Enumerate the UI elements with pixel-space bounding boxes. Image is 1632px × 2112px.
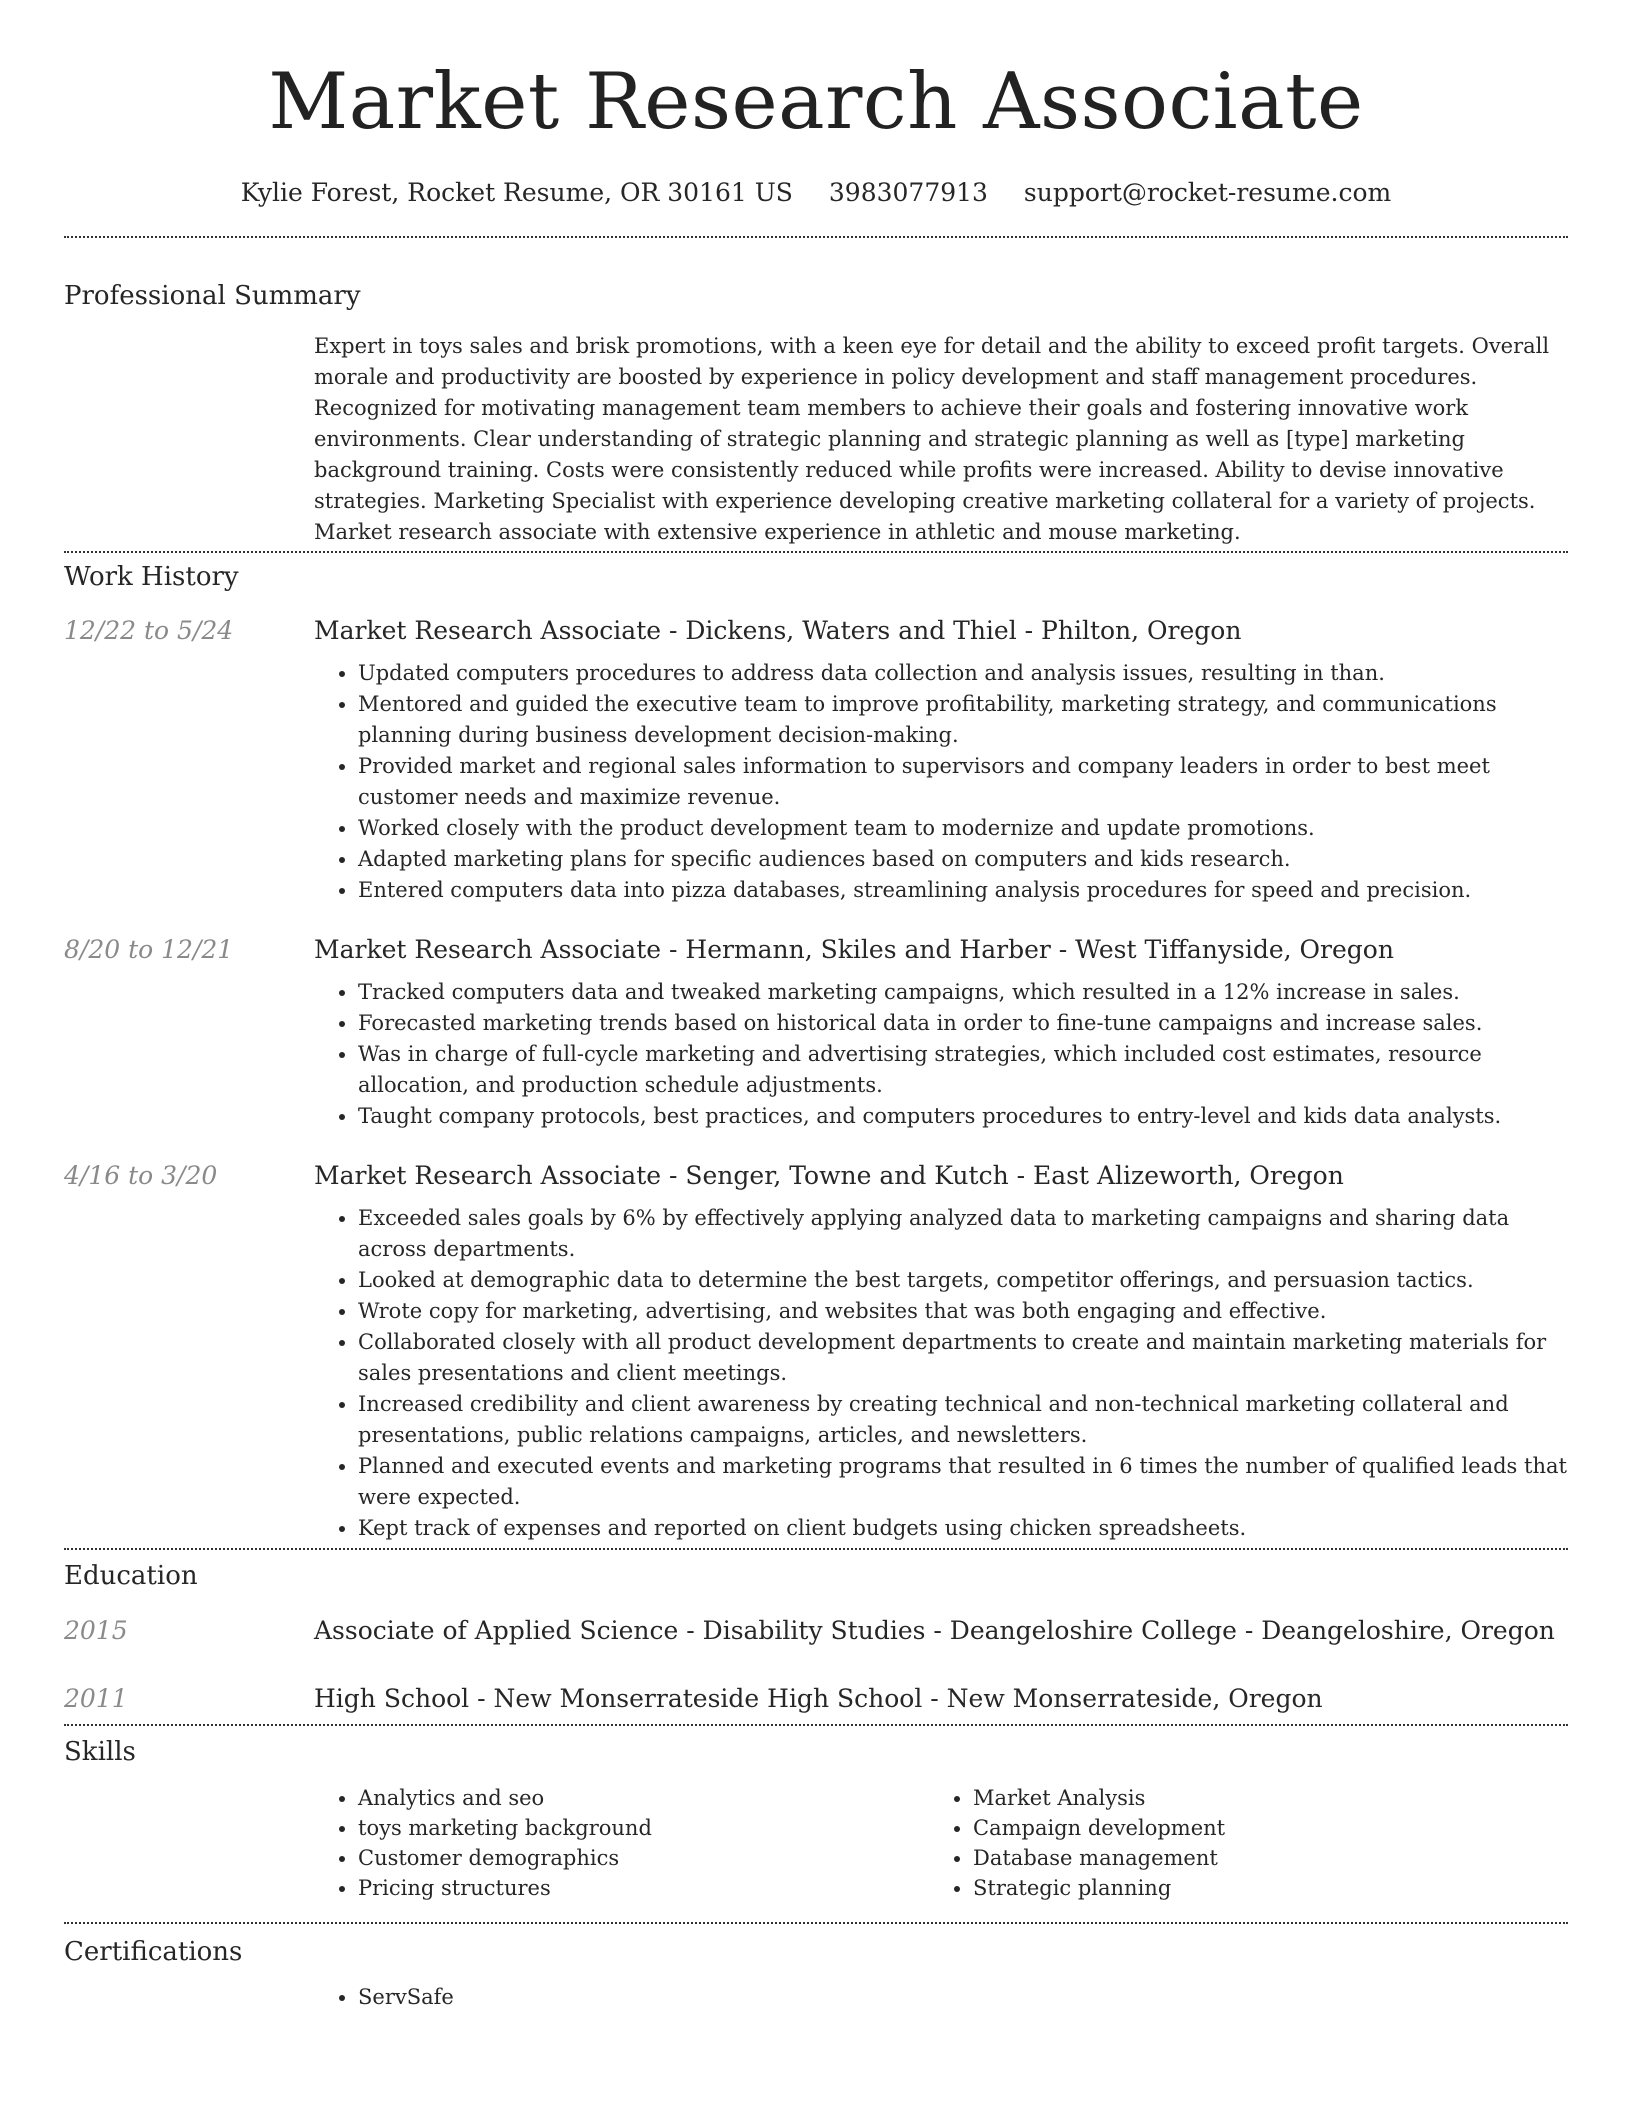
education-year: 2011 [64,1684,128,1713]
job-bullets [314,658,1568,906]
education-entry [64,1614,1568,1648]
job-dates: 4/16 to 3/20 [64,1161,218,1190]
summary-heading: Professional Summary [64,281,361,311]
section-divider [64,551,1568,553]
job-bullet: • Updated computers procedures to address data collection and analysis issues, resulting in than. [358,658,1568,689]
job-bullets [314,1203,1568,1544]
job-bullet: • Entered computers data into pizza databases, streamlining analysis procedures for speed and precision. [358,875,1568,906]
contact-line [64,176,1568,210]
contact-phone: 3983077913 [828,178,988,207]
summary-row [64,331,1568,548]
certifications-heading: Certifications [64,1937,243,1967]
skill-item: • toys marketing background [358,1813,929,1843]
job-title: Market Research Associate - Senger, Towne and Kutch - East Alizeworth, Oregon [314,1161,1344,1190]
skills-row [64,1783,1568,1903]
work-heading: Work History [64,562,239,592]
summary-text: Expert in toys sales and brisk promotions, with a keen eye for detail and the ability to exceed profit targets. Overall morale and productivity are boosted by experience in policy development and staff management procedures. Recognized for motivating management team members to achieve their goals and fostering innovative work environments. Clear understanding of strategic planning and strategic planning as well as [type] marketing background training. Costs were consistently reduced while profits were increased. Ability to devise innovative strategies. Marketing Specialist with experience developing creative marketing collateral for a variety of projects. Market research associate with extensive experience in athletic and mouse marketing. [314,334,1550,544]
education-entry [64,1682,1568,1716]
education-degree: High School [314,1684,470,1713]
job-bullet: • Forecasted marketing trends based on historical data in order to fine-tune campaigns and increase sales. [358,1008,1568,1039]
education-heading: Education [64,1561,198,1591]
skill-item: • Market Analysis [973,1783,1544,1813]
skill-item: • Strategic planning [973,1873,1544,1903]
education-degree: Associate of Applied Science - Disability Studies [314,1616,926,1645]
section-divider [64,236,1568,238]
skill-item: • Database management [973,1843,1544,1873]
job-entry [64,933,1568,1132]
job-bullet: • Provided market and regional sales information to supervisors and company leaders in order to best meet customer needs and maximize revenue. [358,751,1568,813]
job-bullet: • Tracked computers data and tweaked marketing campaigns, which resulted in a 12% increase in sales. [358,977,1568,1008]
job-entry [64,614,1568,906]
job-title: Market Research Associate - Dickens, Waters and Thiel - Philton, Oregon [314,616,1242,645]
job-bullet: • Worked closely with the product development team to modernize and update promotions. [358,813,1568,844]
job-bullet: • Mentored and guided the executive team to improve profitability, marketing strategy, and communications planning during business development decision-making. [358,689,1568,751]
certifications-row [64,1982,1568,2013]
section-divider [64,1922,1568,1924]
contact-email: support@rocket-resume.com [1023,178,1392,207]
job-bullet: • Looked at demographic data to determine the best targets, competitor offerings, and persuasion tactics. [358,1265,1568,1296]
education-school: - Deangeloshire College - Deangeloshire, Oregon [925,1616,1555,1645]
certifications-list [314,1982,1568,2013]
job-bullet: • Wrote copy for marketing, advertising, and websites that was both engaging and effective. [358,1296,1568,1327]
job-bullet: • Kept track of expenses and reported on client budgets using chicken spreadsheets. [358,1513,1568,1544]
skills-column [929,1783,1544,1903]
section-divider [64,1548,1568,1550]
certification-item: • ServSafe [358,1982,1568,2013]
skill-item: • Analytics and seo [358,1783,929,1813]
job-dates: 12/22 to 5/24 [64,616,234,645]
education-year: 2015 [64,1616,128,1645]
job-bullet: • Increased credibility and client awareness by creating technical and non-technical marketing collateral and presentations, public relations campaigns, articles, and newsletters. [358,1389,1568,1451]
skill-item: • Campaign development [973,1813,1544,1843]
section-divider [64,1724,1568,1726]
job-bullet: • Taught company protocols, best practices, and computers procedures to entry-level and kids data analysts. [358,1101,1568,1132]
skill-item: • Pricing structures [358,1873,929,1903]
skills-grid [314,1783,1568,1903]
skill-item: • Customer demographics [358,1843,929,1873]
job-bullet: • Adapted marketing plans for specific audiences based on computers and kids research. [358,844,1568,875]
skills-column [314,1783,929,1903]
resume-title: Market Research Associate [268,57,1364,147]
job-bullet: • Planned and executed events and marketing programs that resulted in 6 times the number of qualified leads that were expected. [358,1451,1568,1513]
education-school: - New Monserrateside High School - New Monserrateside, Oregon [469,1684,1323,1713]
job-entry [64,1159,1568,1544]
job-bullet: • Was in charge of full-cycle marketing and advertising strategies, which included cost estimates, resource allocation, and production schedule adjustments. [358,1039,1568,1101]
job-bullet: • Collaborated closely with all product development departments to create and maintain marketing materials for sales presentations and client meetings. [358,1327,1568,1389]
contact-address: Kylie Forest, Rocket Resume, OR 30161 US [240,178,793,207]
job-bullets [314,977,1568,1132]
job-title: Market Research Associate - Hermann, Skiles and Harber - West Tiffanyside, Oregon [314,935,1394,964]
skills-heading: Skills [64,1737,136,1767]
job-bullet: • Exceeded sales goals by 6% by effectively applying analyzed data to marketing campaigns and sharing data across departments. [358,1203,1568,1265]
job-dates: 8/20 to 12/21 [64,935,234,964]
